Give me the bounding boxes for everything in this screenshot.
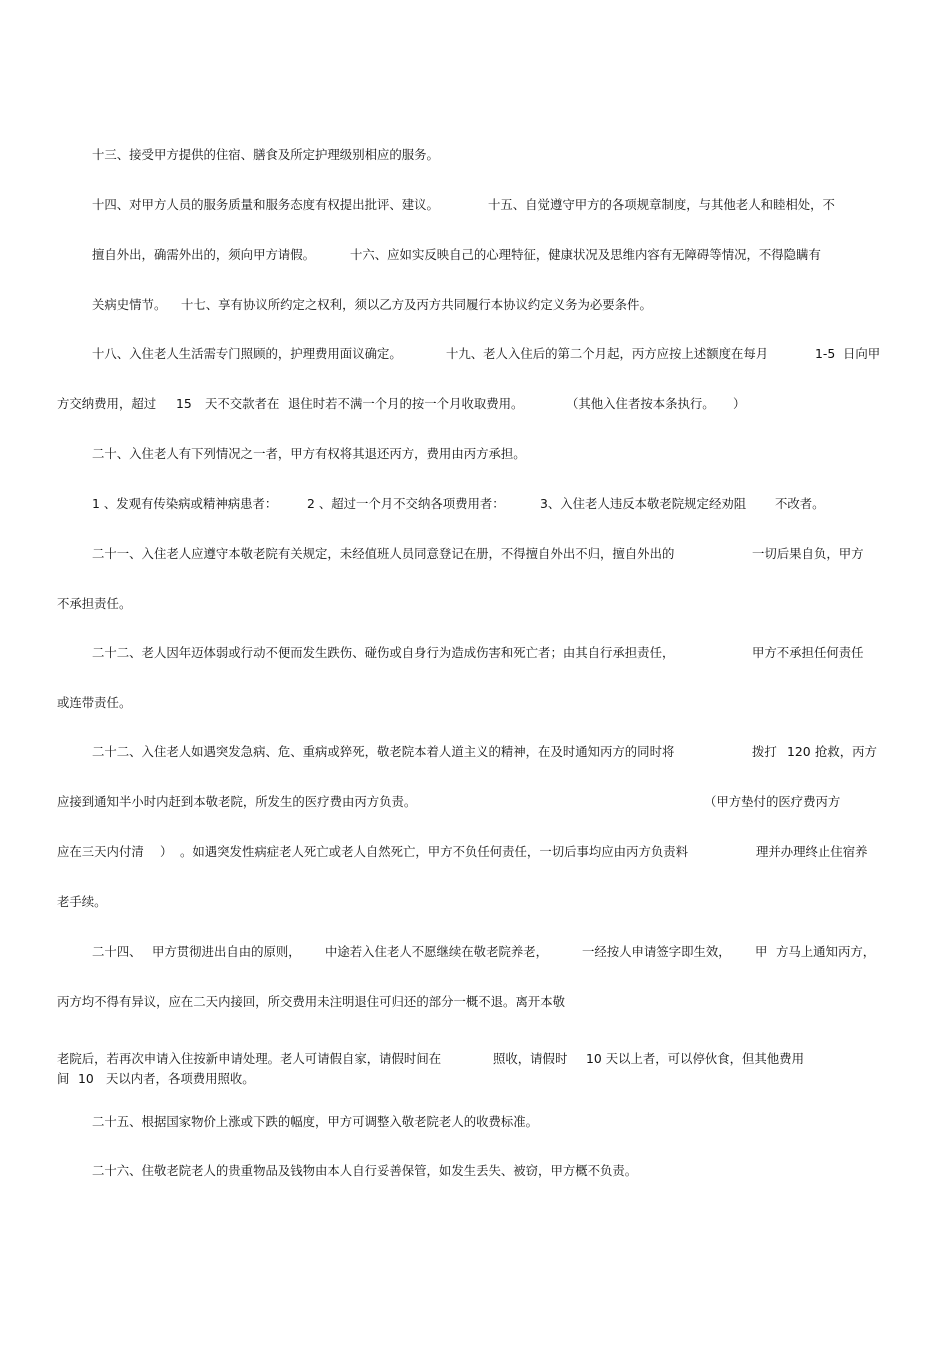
text-segment: 方交纳费用，超过 bbox=[57, 396, 157, 411]
text-segment: 十九、老人入住后的第二个月起，丙方应按上述额度在每月 bbox=[446, 346, 769, 361]
text-segment: 十四、对甲方人员的服务质量和服务态度有权提出批评、建议。 bbox=[92, 197, 439, 212]
text-segment: 天以内者，各项费用照收。 bbox=[106, 1071, 255, 1086]
text-segment: 10 天以上者，可以停伙食，但其他费用 bbox=[586, 1051, 804, 1066]
text-segment: 中途若入住老人不愿继续在敬老院养老， bbox=[325, 944, 549, 959]
text-segment: 老手续。 bbox=[57, 894, 107, 909]
text-segment: 擅自外出，确需外出的，须向甲方请假。 bbox=[92, 247, 316, 262]
text-segment: 间 bbox=[57, 1071, 70, 1086]
text-segment: 一切后果自负，甲方 bbox=[752, 546, 864, 561]
text-segment: 不改者。 bbox=[775, 496, 825, 511]
text-segment: 十五、自觉遵守甲方的各项规章制度，与其他老人和睦相处，不 bbox=[488, 197, 835, 212]
text-segment: 关病史情节。 bbox=[92, 297, 167, 312]
text-segment: 十八、入住老人生活需专门照顾的，护理费用面议确定。 bbox=[92, 346, 402, 361]
text-segment: 甲 bbox=[755, 944, 768, 959]
text-segment: 日向甲 bbox=[843, 346, 881, 361]
text-segment: 二十一、入住老人应遵守本敬老院有关规定，未经值班人员同意登记在册，不得擅自外出不归，擅自外出的 bbox=[92, 546, 675, 561]
text-segment: 3、入住老人违反本敬老院规定经劝阻 bbox=[540, 496, 747, 511]
text-segment: 10 bbox=[78, 1071, 94, 1086]
text-segment: 十七、享有协议所约定之权利，须以乙方及丙方共同履行本协议约定义务为必要条件。 bbox=[181, 297, 652, 312]
text-segment: 二十四、 bbox=[92, 944, 142, 959]
text-segment: 照收，请假时 bbox=[493, 1051, 568, 1066]
text-segment: ） bbox=[733, 396, 746, 411]
text-segment: 应接到通知半小时内赶到本敬老院，所发生的医疗费由丙方负责。 bbox=[57, 794, 417, 809]
text-segment: 二十二、老人因年迈体弱或行动不便而发生跌伤、碰伤或自身行为造成伤害和死亡者；由其自行承担责任， bbox=[92, 645, 675, 660]
text-segment: 甲方不承担任何责任 bbox=[752, 645, 864, 660]
text-segment: 退住时若不满一个月的按一个月收取费用。 bbox=[288, 396, 524, 411]
text-segment: 理并办理终止住宿养 bbox=[756, 844, 868, 859]
text-segment: 1 、发观有传染病或精神病患者： bbox=[92, 496, 278, 511]
text-segment: 2 、超过一个月不交纳各项费用者： bbox=[307, 496, 505, 511]
text-segment: 十六、应如实反映自己的心理特征，健康状况及思维内容有无障碍等情况，不得隐瞒有 bbox=[350, 247, 821, 262]
text-segment: 不承担责任。 bbox=[57, 596, 132, 611]
text-segment: 15 bbox=[176, 396, 192, 411]
text-segment: 甲方贯彻进出自由的原则， bbox=[152, 944, 301, 959]
text-segment: 拨打 bbox=[752, 744, 777, 759]
text-segment: 二十二、入住老人如遇突发急病、危、重病或猝死，敬老院本着人道主义的精神，在及时通知丙方的同时将 bbox=[92, 744, 675, 759]
text-segment: 老院后，若再次申请入住按新申请处理。老人可请假自家，请假时间在 bbox=[57, 1051, 442, 1066]
text-segment: ） bbox=[160, 844, 173, 859]
text-segment: 一经按人申请签字即生效， bbox=[582, 944, 731, 959]
text-segment: 二十六、住敬老院老人的贵重物品及钱物由本人自行妥善保管，如发生丢失、被窃，甲方概不负责。 bbox=[92, 1163, 638, 1178]
text-segment: 应在三天内付清 bbox=[57, 844, 144, 859]
text-segment: 十三、接受甲方提供的住宿、膳食及所定护理级别相应的服务。 bbox=[92, 147, 439, 162]
text-segment: 二十五、根据国家物价上涨或下跌的幅度，甲方可调整入敬老院老人的收费标准。 bbox=[92, 1114, 539, 1129]
text-segment: 丙方均不得有异议，应在二天内接回，所交费用未注明退住可归还的部分一概不退。离开本敬 bbox=[57, 994, 566, 1009]
text-segment: （其他入住者按本条执行。 bbox=[566, 396, 715, 411]
text-segment: 120 bbox=[787, 744, 811, 759]
text-segment: （甲方垫付的医疗费丙方 bbox=[704, 794, 841, 809]
text-segment: 。如遇突发性病症老人死亡或老人自然死亡，甲方不负任何责任，一切后事均应由丙方负责料 bbox=[180, 844, 689, 859]
text-segment: 天不交款者在 bbox=[205, 396, 280, 411]
text-segment: 抢救，丙方 bbox=[815, 744, 877, 759]
text-segment: 方马上通知丙方， bbox=[776, 944, 876, 959]
text-segment: 二十、入住老人有下列情况之一者，甲方有权将其退还丙方，费用由丙方承担。 bbox=[92, 446, 526, 461]
text-segment: 1-5 bbox=[815, 346, 836, 361]
text-segment: 或连带责任。 bbox=[57, 695, 132, 710]
